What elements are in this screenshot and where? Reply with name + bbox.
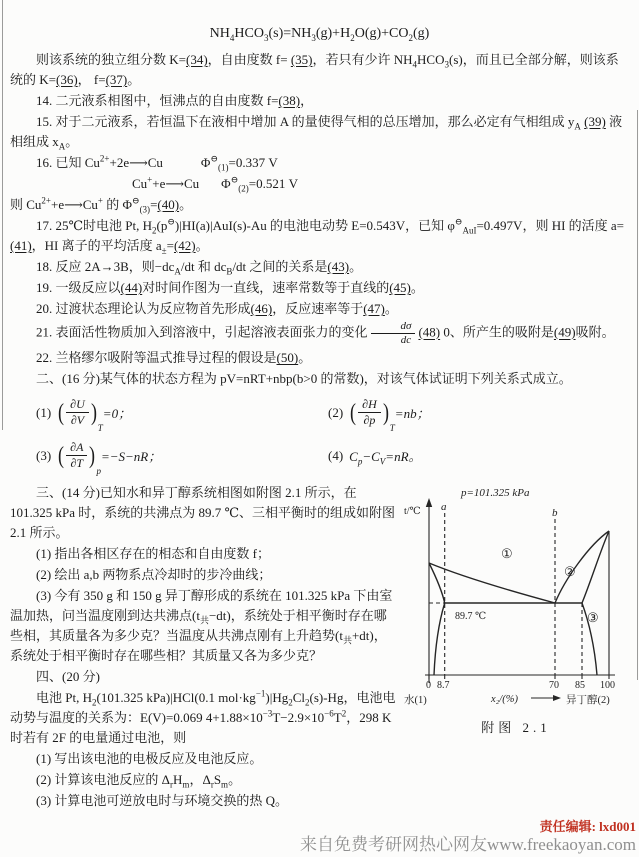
question-18: 18. 反应 2A→3B，则$-dc_A/dt$ 和 $dc_B/dt$ 之间的关系是(43)。: [36, 259, 363, 277]
formula-4-expression: $C_p-C_V=nR$。: [349, 449, 422, 467]
question-20: 20. 过渡状态理论认为反应物首先形成(46)，反应速率等于(47)。: [36, 301, 398, 316]
section-4-item-2: (2) 计算该电池反应的 $\Delta_rH_m$，$\Delta_rS_m$。: [36, 772, 242, 790]
formula-1-denominator: ∂V: [70, 413, 85, 428]
q16-reaction-2-potential: $\Phi^⊖_{(2)}=0.521$ V: [221, 174, 298, 194]
formula-3-denominator: ∂T: [70, 456, 84, 471]
formula-2: (2) ( $\frac{\partial H}{\partial p}$ ) T =nb；: [328, 397, 430, 434]
question-13-continuation: 则该系统的独立组分数 K=(34)，自由度数 f= (35)，若只有少许 $NH_4HCO_3(s)$，而且已全部分解，则该系统的 K=(36)， f=(37)。: [10, 52, 619, 87]
question-14: 14. 二元液系相图中，恒沸点的自由度数 f=(38)，: [36, 93, 314, 108]
left-paren: (: [58, 399, 65, 426]
liquid-curve-left: [429, 563, 445, 603]
formula-2-fraction: [358, 397, 381, 428]
q21-fraction-denominator: dc: [400, 334, 412, 347]
phase-diagram-figure: [403, 483, 629, 736]
x-tick-70: 70: [549, 680, 559, 692]
formula-1-fraction: [66, 397, 89, 428]
q21-fraction: [371, 320, 416, 347]
formula-1-rhs: =0；: [102, 406, 132, 422]
section-3-item-3: (3) 今有 350 g 和 150 g 异丁醇形成的系统在 101.325 kPa 下由室温加热，问当温度刚到达共沸点$(t_共-dt)$，系统处于相平衡时存在哪些相，其质量各为多少克？当温度从共沸点刚有上升趋势$(t_共+dt)$，系统处于相平衡时存在哪些相？其质量又各为多少克？: [10, 588, 393, 664]
q21-fraction-numerator: dσ: [371, 320, 416, 334]
scan-edge-left: [2, 0, 3, 430]
formula-1-number: (1): [36, 404, 52, 420]
q21-prefix: 21. 表面活性物质加入到溶液中，引起溶液表面张力的变化: [36, 324, 368, 340]
section-4-title: 四、(20 分): [36, 669, 100, 685]
vapor-curve-left: [429, 563, 555, 603]
section-4-item-3: (3) 计算电池可逆放电时与环境交换的热 Q。: [36, 793, 289, 809]
diagram-region-3-label: ③: [587, 610, 599, 626]
formula-2-rhs: =nb；: [394, 406, 430, 422]
right-paren: ): [89, 442, 96, 469]
right-paren: ): [382, 399, 389, 426]
x-tick-85: 85: [575, 680, 585, 692]
formula-3-rhs: =−S−nR；: [100, 449, 162, 465]
section-4-item-1: (1) 写出该电池的电极反应及电池反应。: [36, 751, 263, 767]
formula-1-numerator: ∂U: [66, 397, 89, 413]
scan-edge-right: [637, 110, 638, 680]
q21-suffix: (48) 0、所产生的吸附是(49)吸附。: [418, 324, 615, 340]
diagram-region-2-label: ②: [564, 564, 576, 580]
q16-reaction-1-eq: 16. 已知 $Cu^{2+}+2e⟶Cu$: [36, 153, 163, 170]
diagram-isobutanol-label: 异丁醇(2): [566, 695, 610, 707]
q16-reaction-1-potential: $\Phi^⊖_{(1)}=0.337$ V: [200, 153, 278, 173]
figure-caption: 附图 2.1: [481, 720, 551, 736]
x-tick-8-7: 8.7: [437, 680, 450, 692]
diagram-x-axis-label: x₂/(%): [491, 694, 518, 706]
diagram-pressure-label: p=101.325 kPa: [461, 487, 530, 500]
section-3-intro: 三、(14 分)已知水和异丁醇系统相图如附图 2.1 所示，在 101.325 kPa 时，系统的共沸点为 89.7 ℃、三相平衡时的组成如附图 2.1 所示。: [10, 485, 396, 541]
question-22: 22. 兰格缪尔吸附等温式推导过程的假设是(50)。: [36, 350, 312, 366]
formula-2-denominator: ∂p: [363, 413, 376, 428]
section-3-item-2: (2) 绘出 a,b 两物系点冷却时的步冷曲线；: [36, 567, 272, 583]
y-axis-arrow-icon: [426, 498, 432, 507]
section-2-title: 二、(16 分)某气体的状态方程为 pV=nRT+nbp(b>0 的常数)，对该气体试证明下列关系式成立。: [36, 371, 572, 387]
q16-reaction-2-eq: Cu++e⟶Cu: [132, 174, 200, 191]
watermark-text: 来自免费考研网热心网友www.freekaoyan.com: [300, 835, 636, 854]
chemical-equation: $NH_4HCO_3(s)=NH_3(g)+H_2O(g)+CO_2(g)$: [209, 26, 430, 43]
formula-3-fraction: [66, 440, 87, 471]
x-axis-ticks: [429, 675, 609, 679]
diagram-azeotrope-temp-label: 89.7 ℃: [455, 611, 487, 623]
q16-reaction-2: [10, 174, 629, 194]
diagram-point-a-label: a: [441, 501, 447, 514]
q16-conclusion: 则 $Cu^{2+}+e⟶Cu^+$ 的 $\Phi^⊖_{(3)}=(40)$。: [10, 195, 193, 215]
formula-1: (1) ( $\frac{\partial U}{\partial V}$ ) T =0；: [36, 397, 132, 434]
diagram-point-b-label: b: [552, 507, 558, 520]
question-15: 15. 对于二元液系，若恒温下在液相中增加 A 的量使得气相的总压增加，那么必定有气相组成 $y_A$ (39) 液相组成 $x_A$。: [10, 114, 623, 152]
section-2-formulas: [10, 397, 629, 477]
left-paren: (: [58, 442, 65, 469]
formula-4-number: (4): [328, 447, 344, 463]
page-footer: [300, 816, 636, 855]
formula-2-number: (2): [328, 404, 344, 420]
formula-3-numerator: ∂A: [66, 440, 87, 456]
sections-3-4: [10, 483, 629, 811]
section-4-intro: 电池 Pt, $H_2(101.325$ kPa)|HCl(0.1 $mol\cdot kg^{-1})|Hg_2Cl_2(s)-Hg$，电池电动势与温度的关系为：E(V)=0.069 $4+1.88\times 10^{-3}T-2.9\times 10^{-6}T^2$，298 K 时若有 2F 的电量通过电池，则: [10, 689, 396, 746]
q16-reaction-1: [10, 153, 629, 173]
question-17: 17. 25℃时电池 Pt, $H_2(p^⊖)|HI(a)|AuI(s)-Au$ 的电池电动势 E=0.543V，已知 $\varphi^⊖_{AuI}=0.497V$，则 HI 的活度 a=(41)，HI 离子的平均活度 $a_\pm=(42)$。: [10, 216, 625, 256]
diagram-region-1-label: ①: [501, 546, 513, 562]
x-tick-100: 100: [600, 680, 615, 692]
question-19: 19. 一级反应以(44)对时间作图为一直线，速率常数等于直线的(45)。: [36, 280, 424, 295]
phase-diagram-svg: [403, 483, 629, 713]
formula-3-number: (3): [36, 447, 52, 463]
formula-2-numerator: ∂H: [358, 397, 381, 413]
formula-4: [328, 440, 629, 471]
left-paren: (: [350, 399, 357, 426]
section-3-item-1: (1) 指出各相区存在的相态和自由度数 f；: [36, 546, 270, 562]
x-tick-0: 0: [426, 680, 431, 692]
x-axis-arrow-icon: [553, 695, 561, 701]
question-21: [10, 320, 629, 347]
question-16: [10, 153, 629, 215]
solubility-curve-left: [434, 603, 445, 675]
formula-3: (3) ( $\frac{\partial A}{\partial T}$ ) p =−S−nR；: [36, 440, 162, 477]
diagram-water-label: 水(1): [404, 695, 427, 707]
editor-credit: 责任编辑: lxd001: [539, 819, 636, 834]
diagram-y-axis-label: t/℃: [404, 506, 421, 518]
right-paren: ): [90, 399, 97, 426]
